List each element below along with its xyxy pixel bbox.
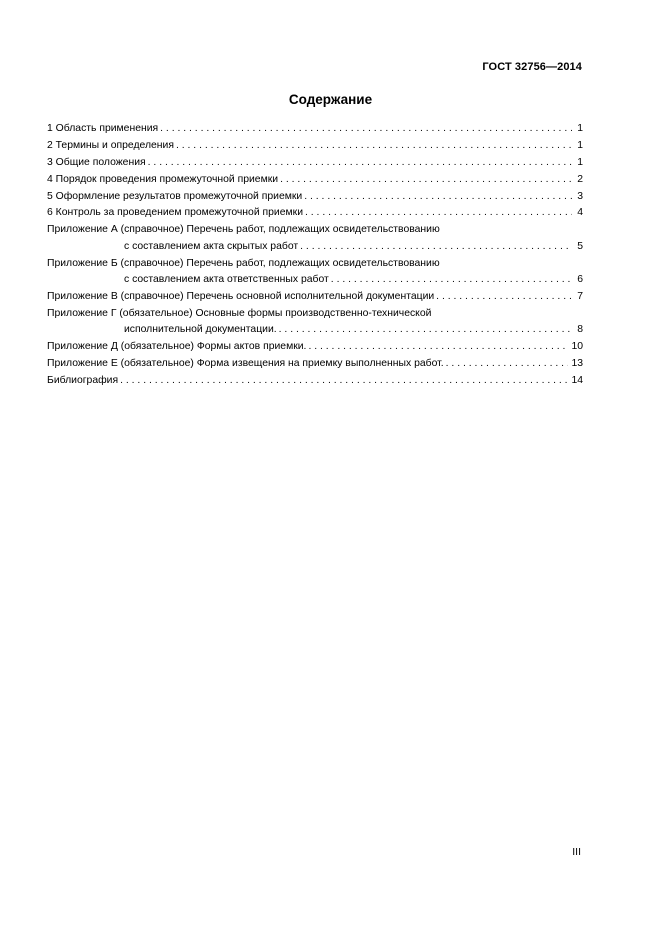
toc-entry[interactable] bbox=[47, 121, 583, 137]
toc-entry-label: Приложение Б (справочное) Перечень работ, подлежащих освидетельствованию bbox=[47, 257, 440, 269]
toc-entry-page: 1 bbox=[577, 139, 583, 151]
toc-leader-dots bbox=[160, 121, 572, 137]
toc-entry-label-continued: с составлением акта скрытых работ bbox=[124, 240, 299, 252]
toc-entry-page: 4 bbox=[577, 207, 583, 219]
toc-entry-label: Приложение В (справочное) Перечень основной исполнительной документации bbox=[47, 290, 435, 302]
toc-entry-label: 3 Общие положения bbox=[47, 156, 146, 168]
toc-entry-page: 3 bbox=[577, 190, 583, 202]
toc-entry[interactable] bbox=[47, 172, 583, 188]
toc-entry-label: Приложение Г (обязательное) Основные формы производственно-технической bbox=[47, 307, 432, 319]
toc-entry-label: 1 Область применения bbox=[47, 123, 159, 134]
toc-entry[interactable] bbox=[47, 306, 583, 339]
toc-entry-page: 2 bbox=[577, 173, 583, 185]
toc-leader-dots bbox=[120, 373, 568, 389]
toc-entry-page: 13 bbox=[571, 357, 583, 369]
toc-entry-label-continued: с составлением акта ответственных работ bbox=[124, 274, 329, 286]
toc-entry[interactable] bbox=[47, 356, 583, 372]
table-of-contents bbox=[47, 121, 583, 390]
toc-entry[interactable] bbox=[47, 205, 583, 221]
toc-entry-label: Приложение Д (обязательное) Формы актов приемки. bbox=[47, 341, 307, 353]
toc-leader-dots bbox=[279, 322, 572, 338]
toc-entry-page: 10 bbox=[571, 341, 583, 353]
toc-entry-page: 7 bbox=[577, 290, 583, 302]
toc-entry-label-continued: исполнительной документации. bbox=[124, 324, 277, 336]
toc-entry-label: 4 Порядок проведения промежуточной приемки bbox=[47, 173, 279, 185]
toc-entry[interactable] bbox=[47, 256, 583, 289]
toc-leader-dots bbox=[148, 155, 572, 171]
page-number: III bbox=[572, 846, 581, 858]
toc-leader-dots bbox=[176, 138, 572, 154]
toc-leader-dots bbox=[446, 356, 569, 372]
toc-entry[interactable] bbox=[47, 138, 583, 154]
toc-entry[interactable] bbox=[47, 189, 583, 205]
toc-entry-page: 14 bbox=[571, 374, 583, 386]
toc-entry-page: 1 bbox=[577, 156, 583, 168]
document-standard-number: ГОСТ 32756—2014 bbox=[482, 61, 582, 73]
toc-entry-label: Приложение Е (обязательное) Форма извещения на приемку выполненных работ. bbox=[47, 357, 444, 369]
toc-entry-label: Приложение А (справочное) Перечень работ, подлежащих освидетельствованию bbox=[47, 224, 440, 236]
toc-entry-page: 6 bbox=[577, 274, 583, 286]
toc-leader-dots bbox=[304, 189, 572, 205]
toc-leader-dots bbox=[331, 272, 572, 288]
toc-entry[interactable] bbox=[47, 373, 583, 389]
toc-entry[interactable] bbox=[47, 155, 583, 171]
toc-leader-dots bbox=[436, 289, 572, 305]
toc-leader-dots bbox=[300, 239, 572, 255]
toc-entry[interactable] bbox=[47, 289, 583, 305]
toc-entry-page: 5 bbox=[577, 240, 583, 252]
toc-entry[interactable] bbox=[47, 339, 583, 355]
toc-leader-dots bbox=[308, 339, 568, 355]
toc-entry-page: 8 bbox=[577, 324, 583, 336]
page-title: Содержание bbox=[288, 92, 373, 107]
toc-entry-label: 5 Оформление результатов промежуточной приемки bbox=[47, 190, 303, 202]
toc-entry-label: Библиография bbox=[47, 374, 119, 386]
toc-leader-dots bbox=[280, 172, 572, 188]
toc-leader-dots bbox=[305, 205, 572, 221]
toc-entry[interactable] bbox=[47, 222, 583, 255]
toc-entry-label: 6 Контроль за проведением промежуточной приемки bbox=[47, 207, 303, 219]
toc-entry-label: 2 Термины и определения bbox=[47, 139, 174, 151]
toc-entry-page: 1 bbox=[577, 123, 583, 134]
